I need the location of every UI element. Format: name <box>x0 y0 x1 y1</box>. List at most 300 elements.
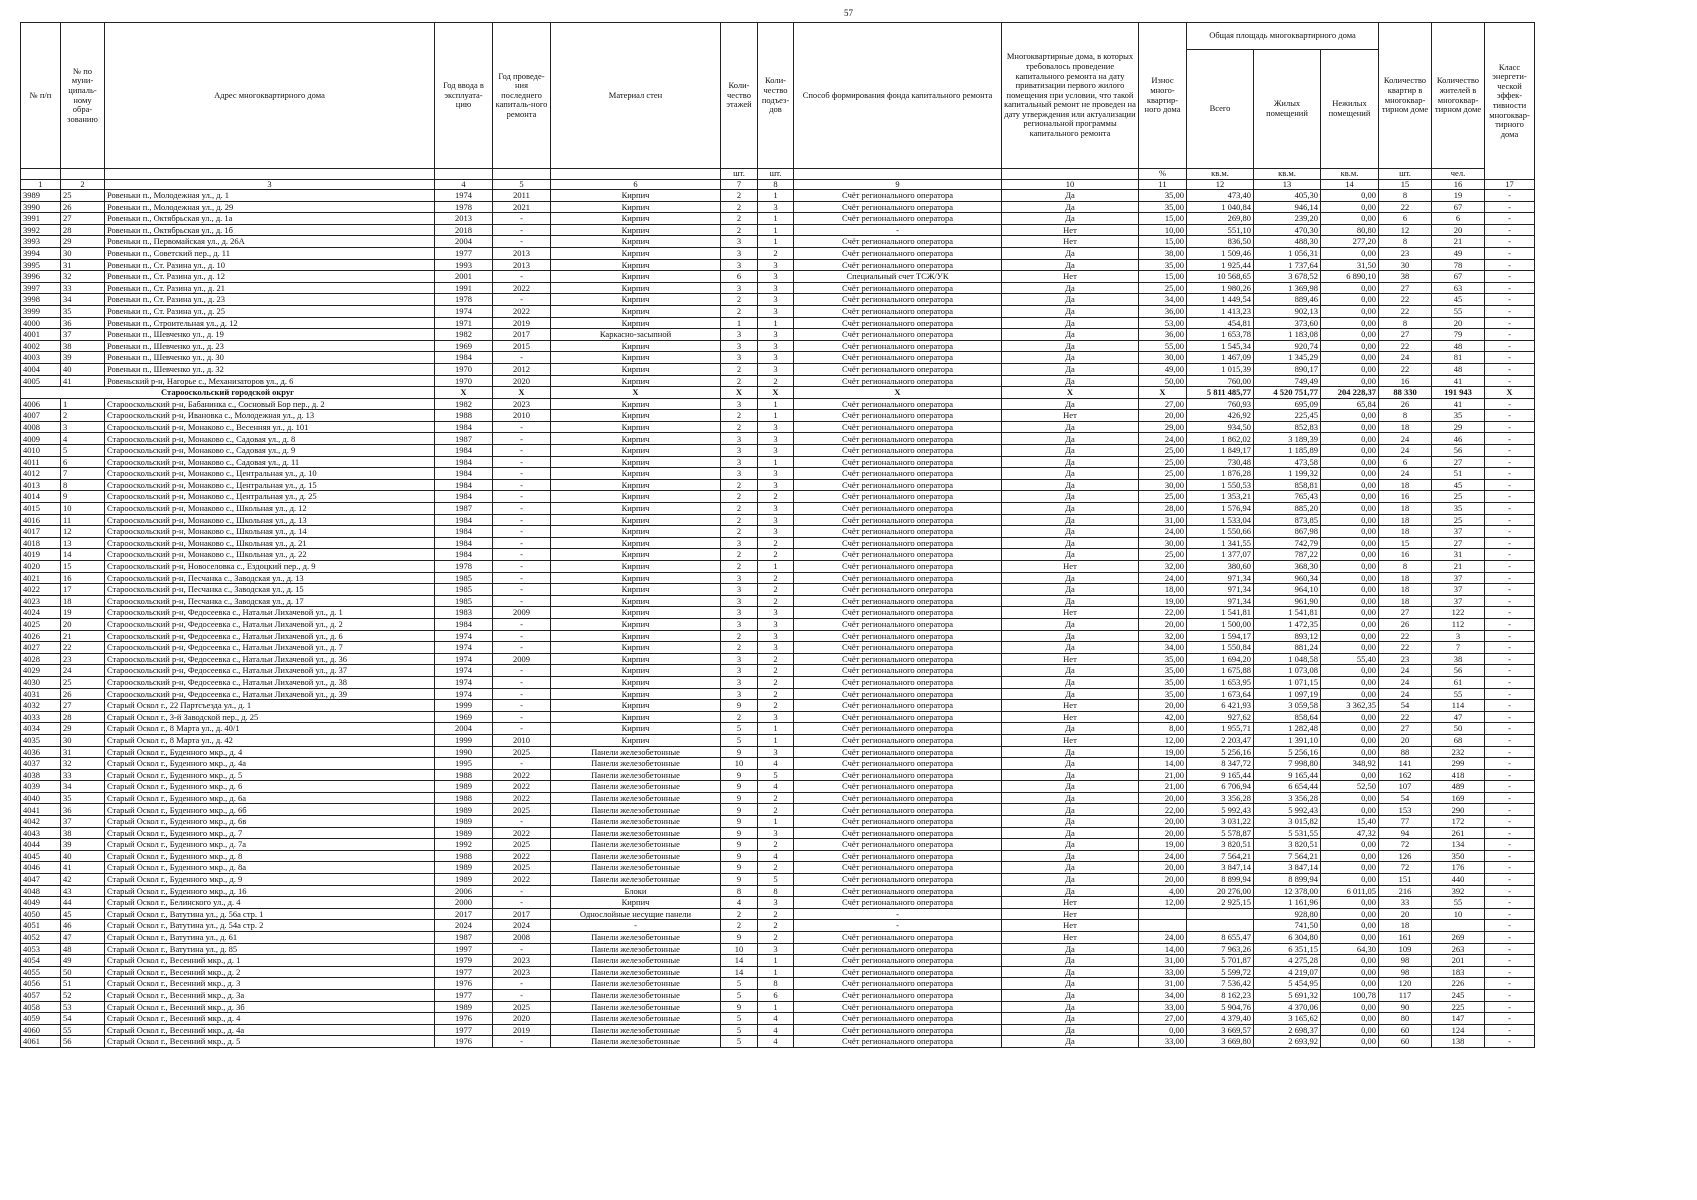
table-cell: Каркасно-засыпной <box>551 329 721 341</box>
table-cell: 881,24 <box>1254 642 1321 654</box>
table-cell: Счёт регионального оператора <box>794 665 1002 677</box>
table-cell: 3990 <box>21 201 61 213</box>
table-cell: 2 <box>721 630 758 642</box>
table-cell: 42 <box>61 874 105 886</box>
table-cell: 1 <box>758 955 794 967</box>
table-cell: - <box>794 920 1002 932</box>
table-row <box>21 190 1535 202</box>
table-cell: 0,00 <box>1321 584 1379 596</box>
table-cell: 1 097,19 <box>1254 688 1321 700</box>
table-cell: 2 <box>758 491 794 503</box>
table-cell: Счёт регионального оператора <box>794 781 1002 793</box>
table-cell: 7 564,21 <box>1254 850 1321 862</box>
table-cell: 31 <box>61 746 105 758</box>
table-cell: 2 <box>721 305 758 317</box>
table-cell: - <box>1485 410 1535 422</box>
table-cell: - <box>1485 340 1535 352</box>
table-cell: Панели железобетонные <box>551 804 721 816</box>
table-cell: 2010 <box>493 410 551 422</box>
table-cell: 126 <box>1379 850 1432 862</box>
table-cell: Старый Оскол г., Ватутина ул., д. 61 <box>105 932 435 944</box>
table-cell: 183 <box>1432 966 1485 978</box>
table-cell: 27 <box>1379 723 1432 735</box>
table-cell: Да <box>1002 816 1139 828</box>
table-cell: Счёт регионального оператора <box>794 468 1002 480</box>
table-cell: 4061 <box>21 1036 61 1048</box>
table-cell: 16 <box>1379 491 1432 503</box>
table-cell: 1979 <box>435 955 493 967</box>
table-cell: 30,00 <box>1139 479 1187 491</box>
table-cell: 3 <box>758 445 794 457</box>
table-cell: 32 <box>61 271 105 283</box>
table-cell: 9 <box>721 746 758 758</box>
header-last-repair: Год проведе-ния последнего капиталь-ного ремонта <box>493 23 551 169</box>
table-cell: 1 345,29 <box>1254 352 1321 364</box>
table-cell: 16 <box>1379 549 1432 561</box>
table-cell: 14 <box>61 549 105 561</box>
table-cell: 2022 <box>493 781 551 793</box>
table-cell: 5 256,16 <box>1254 746 1321 758</box>
table-cell: 22,00 <box>1139 607 1187 619</box>
table-cell: 41 <box>61 862 105 874</box>
table-cell: - <box>493 561 551 573</box>
table-cell: 263 <box>1432 943 1485 955</box>
column-number: 7 <box>721 180 758 190</box>
section-cell: X <box>794 387 1002 399</box>
table-cell: 3 669,80 <box>1187 1036 1254 1048</box>
table-cell: 21 <box>1432 561 1485 573</box>
table-cell: 2 <box>758 688 794 700</box>
table-cell: 31 <box>61 259 105 271</box>
table-cell: 971,34 <box>1187 584 1254 596</box>
table-cell: 2019 <box>493 1024 551 1036</box>
table-cell: - <box>493 676 551 688</box>
table-cell: 0,00 <box>1321 978 1379 990</box>
table-cell: 25 <box>1432 514 1485 526</box>
table-cell: Да <box>1002 1036 1139 1048</box>
table-cell: 5 <box>721 989 758 1001</box>
table-cell: Старый Оскол г., Буденного мкр., д. 8 <box>105 850 435 862</box>
table-cell: 4040 <box>21 792 61 804</box>
table-cell: 81 <box>1432 352 1485 364</box>
table-cell: - <box>493 468 551 480</box>
table-cell: 0,00 <box>1321 433 1379 445</box>
table-cell: Кирпич <box>551 618 721 630</box>
table-cell: - <box>493 978 551 990</box>
table-cell: 20,00 <box>1139 874 1187 886</box>
table-cell: Блоки <box>551 885 721 897</box>
table-cell: Да <box>1002 839 1139 851</box>
table-cell: - <box>493 294 551 306</box>
table-cell: 40 <box>61 850 105 862</box>
table-cell: 3 <box>721 595 758 607</box>
table-cell: 4003 <box>21 352 61 364</box>
column-number: 2 <box>61 180 105 190</box>
table-cell: 4 <box>721 897 758 909</box>
table-cell: Панели железобетонные <box>551 978 721 990</box>
table-cell: 72 <box>1379 862 1432 874</box>
table-cell: - <box>493 479 551 491</box>
table-cell: Старооскольский р-н, Монаково с., Садовая ул., д. 9 <box>105 445 435 457</box>
table-cell: Счёт регионального оператора <box>794 329 1002 341</box>
table-cell: 4005 <box>21 375 61 387</box>
table-cell: 16 <box>1379 375 1432 387</box>
table-cell: Счёт регионального оператора <box>794 862 1002 874</box>
table-cell: 920,74 <box>1254 340 1321 352</box>
table-cell: 9 165,44 <box>1187 769 1254 781</box>
table-cell: 51 <box>61 978 105 990</box>
table-cell: 38 <box>61 340 105 352</box>
table-cell: 2 <box>758 375 794 387</box>
table-cell: - <box>493 816 551 828</box>
table-cell: 17 <box>61 584 105 596</box>
table-row <box>21 526 1535 538</box>
table-row <box>21 908 1535 920</box>
table-cell: 1 391,10 <box>1254 734 1321 746</box>
table-cell: 29 <box>1432 421 1485 433</box>
table-cell: 20,00 <box>1139 827 1187 839</box>
table-cell: 22,00 <box>1139 804 1187 816</box>
table-cell: 3 847,14 <box>1187 862 1254 874</box>
table-cell: 0,00 <box>1321 676 1379 688</box>
table-cell: Счёт регионального оператора <box>794 584 1002 596</box>
table-cell: Кирпич <box>551 421 721 433</box>
table-cell: - <box>1485 514 1535 526</box>
table-cell: 39 <box>61 839 105 851</box>
table-cell: Кирпич <box>551 630 721 642</box>
table-cell: Ровеньки п., Советский пер., д. 11 <box>105 247 435 259</box>
table-cell: Старый Оскол г., Весенний мкр., д. 4а <box>105 1024 435 1036</box>
table-cell: 1997 <box>435 943 493 955</box>
table-cell: Ровеньки п., Шевченко ул., д. 30 <box>105 352 435 364</box>
table-cell: - <box>1485 653 1535 665</box>
table-cell: 1 341,55 <box>1187 537 1254 549</box>
table-cell: 5 <box>61 445 105 457</box>
column-number: 12 <box>1187 180 1254 190</box>
table-cell: 1984 <box>435 618 493 630</box>
table-cell: 2 <box>758 932 794 944</box>
header-energy-class: Класс энергети-ческой эффек-тивности многоквар-тирного дома <box>1485 23 1535 180</box>
table-cell: 1984 <box>435 445 493 457</box>
table-cell: 4059 <box>21 1013 61 1025</box>
section-cell: 88 330 <box>1379 387 1432 399</box>
table-cell: 4015 <box>21 503 61 515</box>
table-cell: 6 654,44 <box>1254 781 1321 793</box>
table-row <box>21 282 1535 294</box>
table-cell: 24 <box>1379 676 1432 688</box>
table-cell: 22 <box>61 642 105 654</box>
table-cell: 1974 <box>435 190 493 202</box>
table-cell: 5 <box>721 1013 758 1025</box>
table-cell: - <box>493 421 551 433</box>
table-cell: Кирпич <box>551 665 721 677</box>
table-cell: 0,00 <box>1321 688 1379 700</box>
table-cell: 18,00 <box>1139 584 1187 596</box>
table-cell: 4057 <box>21 989 61 1001</box>
table-cell: Кирпич <box>551 526 721 538</box>
table-row <box>21 932 1535 944</box>
table-cell: 30 <box>61 247 105 259</box>
table-cell: 1984 <box>435 526 493 538</box>
table-cell: Счёт регионального оператора <box>794 294 1002 306</box>
table-cell: Да <box>1002 665 1139 677</box>
table-cell: 1987 <box>435 503 493 515</box>
table-cell: 1982 <box>435 398 493 410</box>
table-cell: Старооскольский р-н, Монаково с., Школьная ул., д. 21 <box>105 537 435 549</box>
table-cell: 1999 <box>435 734 493 746</box>
table-cell: 0,00 <box>1321 1013 1379 1025</box>
table-cell: 885,20 <box>1254 503 1321 515</box>
table-cell: Да <box>1002 456 1139 468</box>
table-cell: 26 <box>1379 398 1432 410</box>
table-cell: 2020 <box>493 375 551 387</box>
table-cell: Счёт регионального оператора <box>794 398 1002 410</box>
table-cell: Старый Оскол г., Весенний мкр., д. 3 <box>105 978 435 990</box>
table-cell: 1984 <box>435 468 493 480</box>
table-cell: 4046 <box>21 862 61 874</box>
table-cell: 27 <box>1379 282 1432 294</box>
table-cell: 1 876,28 <box>1187 468 1254 480</box>
table-cell: 26 <box>61 201 105 213</box>
table-cell: - <box>1485 398 1535 410</box>
table-cell: 15,00 <box>1139 271 1187 283</box>
table-cell: 0,00 <box>1321 294 1379 306</box>
table-cell: 6 890,10 <box>1321 271 1379 283</box>
table-cell: Да <box>1002 537 1139 549</box>
table-cell: 2 <box>721 514 758 526</box>
column-number: 5 <box>493 180 551 190</box>
table-cell: 5 599,72 <box>1187 966 1254 978</box>
table-cell: 1 <box>758 398 794 410</box>
table-row <box>21 352 1535 364</box>
table-row <box>21 1013 1535 1025</box>
table-cell: 0,00 <box>1321 503 1379 515</box>
table-cell: Счёт регионального оператора <box>794 317 1002 329</box>
table-cell: 2 <box>721 410 758 422</box>
table-cell: 1989 <box>435 816 493 828</box>
table-cell: Счёт регионального оператора <box>794 885 1002 897</box>
table-row <box>21 201 1535 213</box>
table-cell: Нет <box>1002 410 1139 422</box>
table-cell: 23 <box>1379 247 1432 259</box>
table-cell: Старый Оскол г., 8 Марта ул., д. 42 <box>105 734 435 746</box>
table-cell: Счёт регионального оператора <box>794 850 1002 862</box>
table-cell: 1989 <box>435 781 493 793</box>
table-cell: Старооскольский р-н, Монаково с., Центральная ул., д. 15 <box>105 479 435 491</box>
table-cell: 1976 <box>435 1013 493 1025</box>
table-cell: - <box>493 352 551 364</box>
table-cell: 1969 <box>435 711 493 723</box>
section-cell: X <box>1485 387 1535 399</box>
table-cell: - <box>493 758 551 770</box>
table-cell: Ровеньки п., Ст. Разина ул., д. 23 <box>105 294 435 306</box>
table-cell: Старый Оскол г., Ватутина ул., д. 56а стр. 1 <box>105 908 435 920</box>
table-cell: Нет <box>1002 607 1139 619</box>
table-cell: Кирпич <box>551 201 721 213</box>
column-number: 13 <box>1254 180 1321 190</box>
table-cell: Счёт регионального оператора <box>794 734 1002 746</box>
table-cell: 2 925,15 <box>1187 897 1254 909</box>
table-cell: 28 <box>61 711 105 723</box>
table-cell: 2000 <box>435 897 493 909</box>
table-cell: - <box>493 989 551 1001</box>
table-cell: 6 <box>1379 456 1432 468</box>
table-cell: 2 <box>758 908 794 920</box>
table-cell: Счёт регионального оператора <box>794 897 1002 909</box>
table-cell: 2023 <box>493 966 551 978</box>
column-number: 14 <box>1321 180 1379 190</box>
table-cell: 3997 <box>21 282 61 294</box>
table-cell: - <box>493 630 551 642</box>
table-cell: 63 <box>1432 282 1485 294</box>
table-cell: 112 <box>1432 618 1485 630</box>
table-cell: - <box>1485 329 1535 341</box>
table-cell: Счёт регионального оператора <box>794 190 1002 202</box>
table-cell: 7 998,80 <box>1254 758 1321 770</box>
table-cell: 380,60 <box>1187 561 1254 573</box>
table-header <box>21 23 1535 190</box>
table-cell: 25 <box>61 676 105 688</box>
table-cell: 33 <box>61 769 105 781</box>
table-cell: 0,00 <box>1139 1024 1187 1036</box>
table-cell: 2023 <box>493 398 551 410</box>
table-cell: - <box>1485 1013 1535 1025</box>
table-cell: 3 <box>758 305 794 317</box>
table-cell: 9 <box>721 839 758 851</box>
table-cell: 4 <box>758 1013 794 1025</box>
table-cell: 2024 <box>435 920 493 932</box>
table-row <box>21 839 1535 851</box>
table-cell: Панели железобетонные <box>551 989 721 1001</box>
table-cell: 37 <box>61 816 105 828</box>
table-row <box>21 978 1535 990</box>
table-cell: 2013 <box>493 247 551 259</box>
table-cell: 0,00 <box>1321 352 1379 364</box>
table-cell: 0,00 <box>1321 190 1379 202</box>
table-row <box>21 549 1535 561</box>
table-cell: 3 820,51 <box>1187 839 1254 851</box>
table-cell: Панели железобетонные <box>551 932 721 944</box>
table-cell: - <box>1485 816 1535 828</box>
table-cell: 373,60 <box>1254 317 1321 329</box>
table-row <box>21 213 1535 225</box>
unit-flats: шт. <box>1379 169 1432 180</box>
table-cell: Счёт регионального оператора <box>794 676 1002 688</box>
table-cell: Старый Оскол г., Весенний мкр., д. 4 <box>105 1013 435 1025</box>
table-cell: - <box>1485 259 1535 271</box>
table-cell: 1 675,88 <box>1187 665 1254 677</box>
table-cell: Кирпич <box>551 514 721 526</box>
table-cell: 0,00 <box>1321 421 1379 433</box>
header-year: Год ввода в эксплуата-цию <box>435 23 493 169</box>
table-cell: 56 <box>1432 665 1485 677</box>
table-cell: - <box>1485 630 1535 642</box>
table-cell: Панели железобетонные <box>551 769 721 781</box>
table-cell: 5 <box>721 1024 758 1036</box>
table-cell: 1 <box>758 966 794 978</box>
table-cell: Старооскольский р-н, Монаково с., Садовая ул., д. 11 <box>105 456 435 468</box>
table-cell: 3 <box>758 526 794 538</box>
table-cell: Нет <box>1002 920 1139 932</box>
table-cell: 1 056,31 <box>1254 247 1321 259</box>
table-cell: 1984 <box>435 456 493 468</box>
table-cell: Счёт регионального оператора <box>794 572 1002 584</box>
table-cell: 37 <box>61 329 105 341</box>
table-cell: 9 <box>721 932 758 944</box>
table-cell: Счёт регионального оператора <box>794 340 1002 352</box>
table-cell: Счёт регионального оператора <box>794 410 1002 422</box>
table-cell: Старооскольский р-н, Федосеевка с., Натальи Лихачевой ул., д. 36 <box>105 653 435 665</box>
table-cell: 20,00 <box>1139 816 1187 828</box>
table-cell: - <box>1485 989 1535 1001</box>
table-cell: 169 <box>1432 792 1485 804</box>
table-cell: Старый Оскол г., Весенний мкр., д. 2 <box>105 966 435 978</box>
table-cell: Кирпич <box>551 491 721 503</box>
table-cell: 2 <box>721 711 758 723</box>
table-cell: Кирпич <box>551 456 721 468</box>
table-cell: 25,00 <box>1139 445 1187 457</box>
table-cell: Нет <box>1002 224 1139 236</box>
table-cell: - <box>1485 190 1535 202</box>
table-cell: Счёт регионального оператора <box>794 874 1002 886</box>
table-cell: Счёт регионального оператора <box>794 653 1002 665</box>
table-cell: 741,50 <box>1254 920 1321 932</box>
table-cell: 4036 <box>21 746 61 758</box>
table-cell: - <box>493 526 551 538</box>
table-cell: 3 <box>758 479 794 491</box>
table-cell: 7 <box>61 468 105 480</box>
table-cell: 2021 <box>493 201 551 213</box>
table-cell: 3 <box>721 468 758 480</box>
table-cell: Нет <box>1002 653 1139 665</box>
table-cell: 1976 <box>435 978 493 990</box>
table-cell: Счёт регионального оператора <box>794 433 1002 445</box>
table-cell: 1 541,81 <box>1187 607 1254 619</box>
table-cell: 1 <box>758 213 794 225</box>
table-cell: 1984 <box>435 479 493 491</box>
table-row <box>21 862 1535 874</box>
table-cell: 3 356,28 <box>1254 792 1321 804</box>
table-cell: 2020 <box>493 1013 551 1025</box>
table-cell: 1999 <box>435 700 493 712</box>
table-cell: - <box>1485 688 1535 700</box>
table-cell: 45 <box>1432 294 1485 306</box>
section-cell: 5 811 485,77 <box>1187 387 1254 399</box>
table-cell: Кирпич <box>551 584 721 596</box>
table-cell: 742,79 <box>1254 537 1321 549</box>
table-cell: 0,00 <box>1321 456 1379 468</box>
table-cell: 15 <box>1379 537 1432 549</box>
table-cell: 1984 <box>435 352 493 364</box>
table-cell: 72 <box>1379 839 1432 851</box>
table-cell: 4018 <box>21 537 61 549</box>
table-cell: 1 <box>758 723 794 735</box>
table-cell: 5 <box>721 734 758 746</box>
table-cell: 4011 <box>21 456 61 468</box>
table-cell: 27,00 <box>1139 1013 1187 1025</box>
table-cell: 24 <box>1379 433 1432 445</box>
table-cell: 867,98 <box>1254 526 1321 538</box>
table-cell: 1978 <box>435 561 493 573</box>
table-cell: Да <box>1002 572 1139 584</box>
table-cell: Да <box>1002 630 1139 642</box>
table-cell: Старый Оскол г., Буденного мкр., д. 7 <box>105 827 435 839</box>
table-cell: 3 <box>758 294 794 306</box>
table-cell: 41 <box>1432 398 1485 410</box>
table-cell: 2 693,92 <box>1254 1036 1321 1048</box>
table-cell: Ровеньки п., Октябрьская ул., д. 1а <box>105 213 435 225</box>
table-cell: 2 <box>721 375 758 387</box>
